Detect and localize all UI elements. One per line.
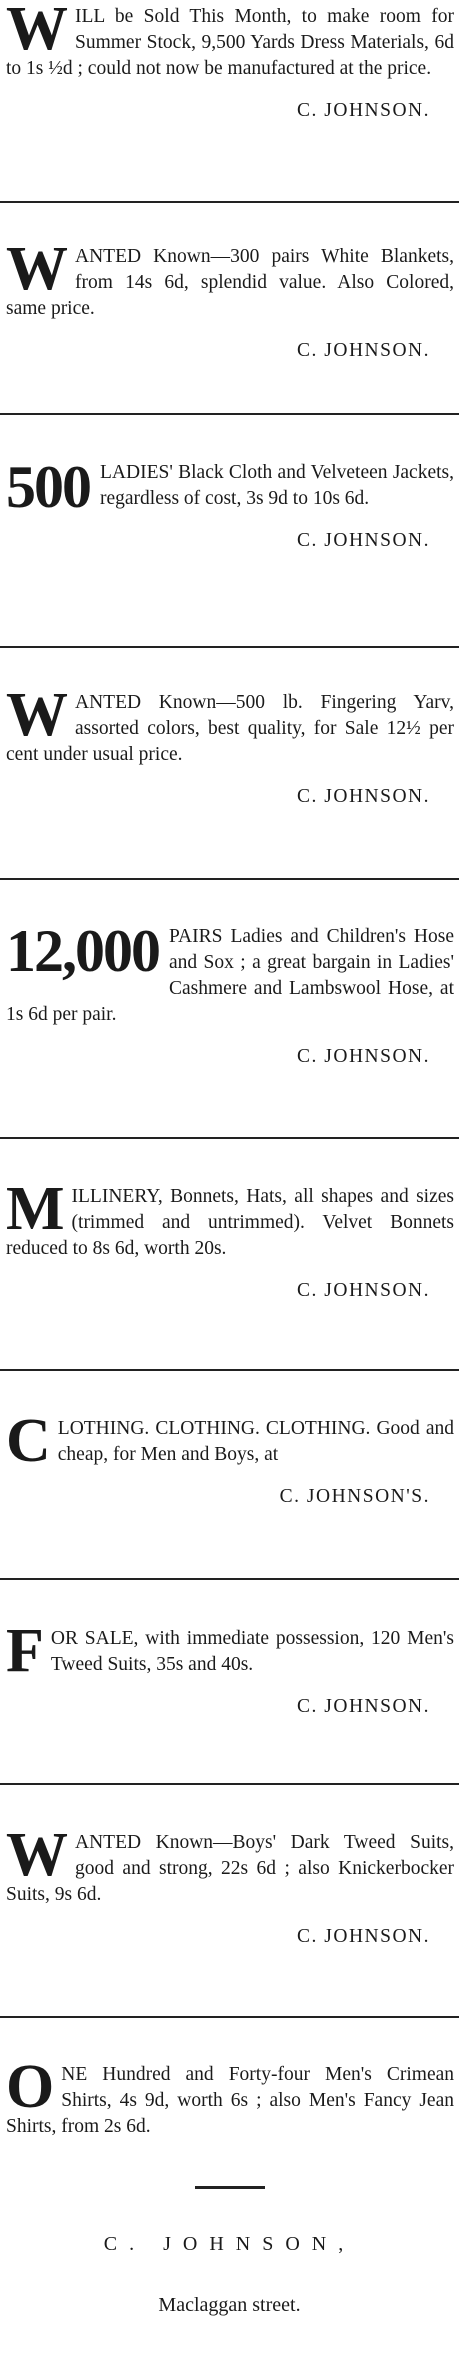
drop-initial: M (6, 1175, 64, 1243)
ad-blankets (6, 235, 454, 364)
ad-text: LADIES' Black Cloth and Velveteen Jackets, regardless of cost, 3s 9d to 10s 6d. (100, 462, 454, 509)
divider-rule (0, 1783, 459, 1785)
ad-signature: C. JOHNSON. (297, 340, 430, 361)
drop-initial: C (6, 1407, 50, 1475)
ad-text: ANTED Known—Boys' Dark Tweed Suits, good and strong, 22s 6d ; also Knickerbocker Suits, 9s 6d. (6, 1832, 454, 1905)
divider-rule (0, 1578, 459, 1580)
divider-rule (0, 1137, 459, 1139)
divider-rule (0, 413, 459, 415)
ad-signature: C. JOHNSON. (297, 530, 430, 551)
divider-rule (0, 2016, 459, 2018)
short-divider (195, 2186, 265, 2189)
ad-text: ILLINERY, Bonnets, Hats, all shapes and sizes (trimmed and untrimmed). Velvet Bonnets reduced to 8s 6d, worth 20s. (6, 1186, 454, 1259)
footer-merchant-name: C. JOHNSON, (103, 2233, 356, 2255)
drop-initial: 12,000 (6, 918, 159, 984)
ad-body (6, 1617, 454, 1685)
ad-signature: C. JOHNSON. (297, 100, 430, 121)
drop-initial: W (6, 235, 67, 303)
ad-signature: C. JOHNSON. (297, 786, 430, 807)
divider-rule (0, 1369, 459, 1371)
ad-summer-stock (6, 0, 454, 124)
ad-body (6, 1407, 454, 1475)
ad-body (6, 681, 454, 768)
ad-millinery (6, 1175, 454, 1304)
drop-initial: W (6, 681, 67, 749)
ad-signature: C. JOHNSON. (297, 1280, 430, 1301)
divider-rule (0, 646, 459, 648)
drop-initial: F (6, 1617, 43, 1685)
ad-body (6, 454, 454, 520)
ad-text: ANTED Known—300 pairs White Blankets, from 14s 6d, splendid value. Also Colored, same price. (6, 246, 454, 319)
drop-initial: 500 (6, 454, 90, 520)
ad-body (6, 0, 454, 82)
ad-signature: C. JOHNSON. (297, 1046, 430, 1067)
ad-jackets (6, 454, 454, 554)
drop-initial: W (6, 0, 67, 63)
ad-body (6, 918, 454, 1028)
drop-initial: O (6, 2053, 54, 2121)
ad-signature: C. JOHNSON'S. (279, 1486, 430, 1507)
ad-body (6, 1175, 454, 1262)
ad-text: NE Hundred and Forty-four Men's Crimean Shirts, 4s 9d, worth 6s ; also Men's Fancy Jean Shirts, from 2s 6d. (6, 2064, 454, 2137)
ad-signature: C. JOHNSON. (297, 1926, 430, 1947)
footer-street: Maclaggan street. (158, 2294, 301, 2316)
ad-shirts (6, 2053, 454, 2140)
ad-body (6, 235, 454, 322)
ad-hose (6, 918, 454, 1070)
divider-rule (0, 878, 459, 880)
drop-initial: W (6, 1821, 67, 1889)
divider-rule (0, 201, 459, 203)
ad-signature: C. JOHNSON. (297, 1696, 430, 1717)
ad-body (6, 2053, 454, 2140)
ad-text: OR SALE, with immediate possession, 120 Men's Tweed Suits, 35s and 40s. (50, 1628, 454, 1675)
ad-text: ANTED Known—500 lb. Fingering Yarv, assorted colors, best quality, for Sale 12½ per cent under usual price. (6, 692, 454, 765)
ad-boys-suits (6, 1821, 454, 1950)
ad-text: ILL be Sold This Month, to make room for Summer Stock, 9,500 Yards Dress Materials, 6d to 1s ½d ; could not now be manufactured at the price. (6, 6, 454, 79)
ad-body (6, 1821, 454, 1908)
ad-yarn (6, 681, 454, 810)
ad-tweed-suits (6, 1617, 454, 1720)
ad-clothing (6, 1407, 454, 1510)
ad-text: PAIRS Ladies and Children's Hose and Sox ; a great bargain in Ladies' Cashmere and Lambswool Hose, at 1s 6d per pair. (6, 926, 454, 1025)
ad-text: LOTHING. CLOTHING. CLOTHING. Good and cheap, for Men and Boys, at (57, 1418, 454, 1465)
